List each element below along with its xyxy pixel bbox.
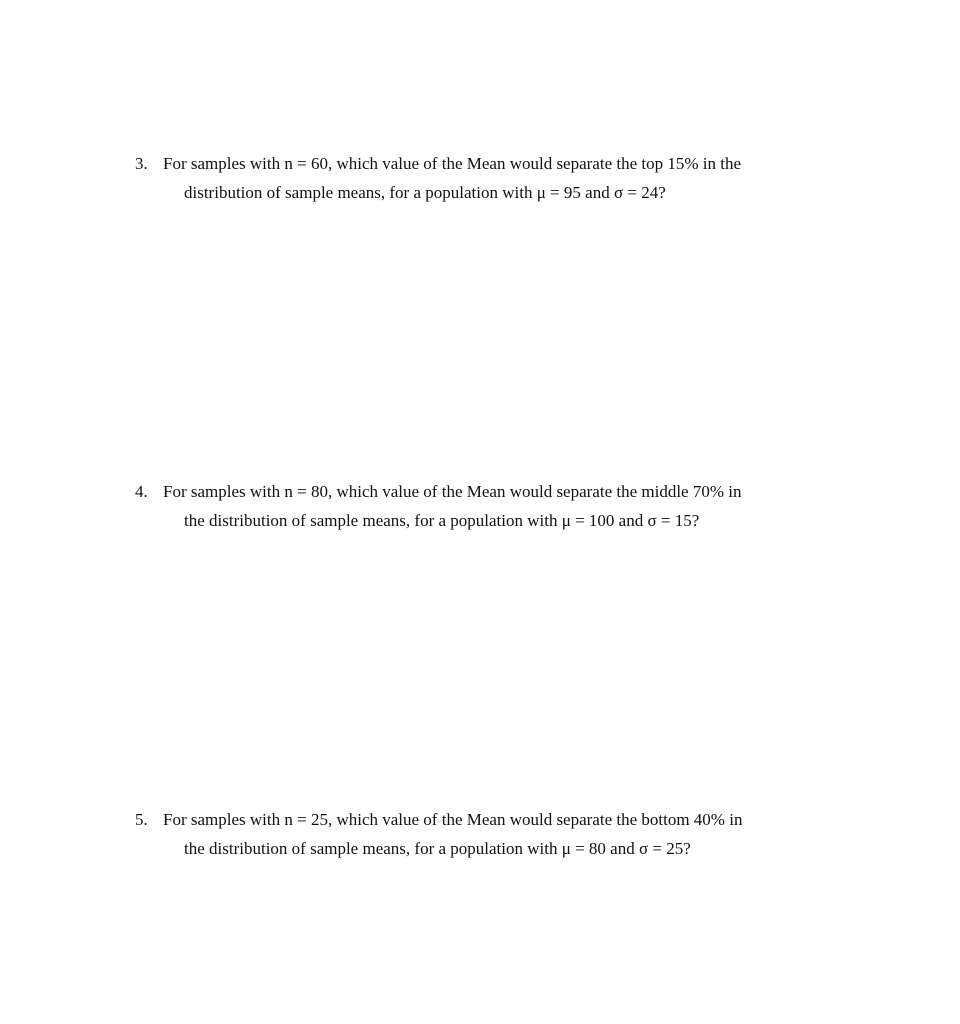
question-3 (135, 149, 835, 207)
question-5 (135, 805, 835, 863)
question-text-line-1: For samples with n = 60, which value of the Mean would separate the top 15% in the (163, 154, 742, 173)
question-text-line-1: For samples with n = 25, which value of the Mean would separate the bottom 40% in (163, 810, 743, 829)
question-number: 3. (135, 154, 148, 173)
question-number: 5. (135, 810, 148, 829)
question-4 (135, 477, 835, 535)
question-number: 4. (135, 482, 148, 501)
question-line-1 (135, 805, 835, 834)
question-line-1 (135, 477, 835, 506)
question-text-line-2: the distribution of sample means, for a population with μ = 100 and σ = 15? (184, 511, 700, 530)
question-text-line-1: For samples with n = 80, which value of the Mean would separate the middle 70% in (163, 482, 742, 501)
question-text-line-2: distribution of sample means, for a population with μ = 95 and σ = 24? (184, 183, 666, 202)
question-line-1 (135, 149, 835, 178)
question-text-line-2: the distribution of sample means, for a population with μ = 80 and σ = 25? (184, 839, 691, 858)
